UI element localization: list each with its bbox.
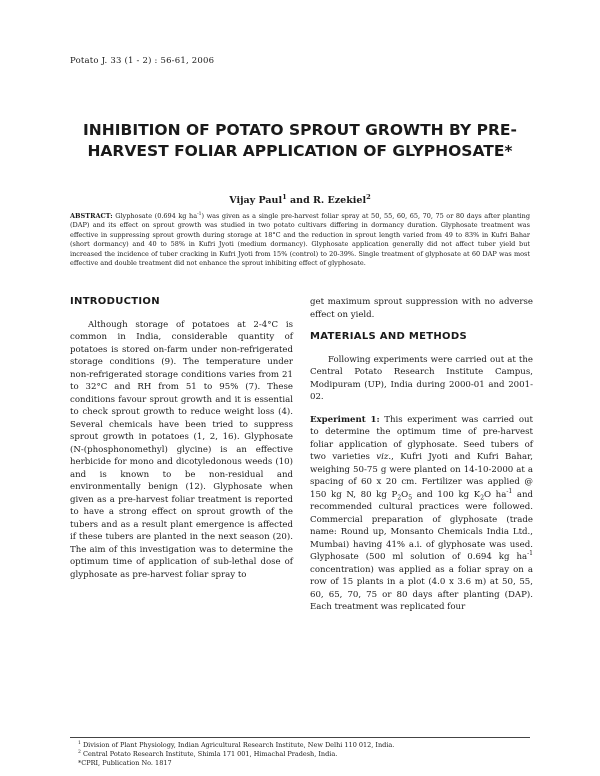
footnote	[78, 750, 528, 759]
right-column	[310, 296, 533, 614]
text-run: O	[401, 489, 409, 500]
introduction-continuation: get maximum sprout suppression with no adverse effect on yield.	[310, 297, 533, 320]
author-2-affil: 2	[366, 192, 371, 201]
footnote	[78, 741, 528, 750]
superscript: -1	[506, 487, 513, 495]
footnote-text: CPRI, Publication No. 1817	[81, 759, 172, 767]
abstract	[70, 212, 530, 268]
introduction-paragraph: Although storage of potatoes at 2-4°C is common in India, considerable quantity of potatoes is stored on-farm under non-refrigerated storage conditions (9). The temperature under non-refrigerated storage conditions varies from 21 to 32°C and RH from 51 to 95% (7). These conditions favour sprout growth and it is essential to check sprout growth to reduce weight loss (4). Several chemicals have been tried to suppress sprout growth in potatoes (1, 2, 16). Glyphosate (N-(phosphonomethyl) glycine) is an effective herbicide for mono and dicotyledonous weeds (10) and is known to be non-residual and environmentally benign (12). Glyphosate when given as a pre-harvest foliar treatment is reported to have a strong effect on sprout growth of the tubers and as a result plant emergence is affected if these tubers are planted in the next season (20). The aim of this investigation was to determine the optimum time of application of sub-lethal dose of glyphosate as pre-harvest foliar spray to	[70, 319, 293, 580]
author-2: R. Ezekiel	[313, 195, 367, 206]
abstract-sup: -1	[197, 211, 202, 217]
paper-title: INHIBITION OF POTATO SPROUT GROWTH BY PRE-HARVEST FOLIAR APPLICATION OF GLYPHOSATE*	[83, 121, 517, 160]
text-run: concentration) was applied as a foliar spray on a row of 15 plants in a plot (4.0 x 3.6 m) at 50, 55, 60, 65, 70, 75 or 80 days after planting (DAP). Each treatment was replicated four	[310, 564, 533, 612]
text-run: , Kufri Jyoti and Kufri Bahar, weighing 50-75 g were planted on 14-10-2000 at a spacing of 60 x 20 cm. Fertilizer was applied @ 150 kg N, 80 kg P	[310, 452, 533, 500]
text-run: viz.	[376, 452, 392, 462]
subscript: 2	[397, 494, 402, 502]
superscript: -1	[527, 550, 533, 558]
footnote-mark: 2	[78, 749, 81, 755]
footnote-text: Central Potato Research Institute, Shimla 171 001, Himachal Pradesh, India.	[80, 750, 338, 758]
abstract-text: Glyphosate (0.694 kg ha	[112, 212, 198, 220]
experiment-1-paragraph	[310, 414, 533, 614]
introduction-heading: INTRODUCTION	[70, 296, 160, 307]
author-1: Vijay Paul	[229, 195, 283, 206]
text-run: and 100 kg K	[412, 489, 481, 500]
footnote-divider	[70, 737, 530, 738]
footnote-mark: *	[78, 759, 82, 767]
text-run: This experiment was carried out to determine the optimum time of pre-harvest foliar application of glyphosate. Seed tubers of two varieties	[310, 414, 533, 462]
abstract-label: ABSTRACT:	[70, 212, 113, 220]
methods-paragraph: Following experiments were carried out at the Central Potato Research Institute Campus, Modipuram (UP), India during 2000-01 and 2001-02.	[310, 354, 533, 402]
subscript: 2	[480, 494, 485, 502]
journal-citation: Potato J. 33 (1 - 2) : 56-61, 2006	[70, 56, 215, 66]
author-line	[0, 192, 600, 206]
author-conjunction: and	[286, 195, 314, 206]
experiment-1-label: Experiment 1:	[310, 414, 380, 425]
footnote	[78, 759, 528, 768]
footnotes	[78, 741, 528, 768]
author-1-affil: 1	[282, 192, 287, 201]
left-column	[70, 296, 293, 581]
footnote-text: Division of Plant Physiology, Indian Agricultural Research Institute, New Delhi 110 012, India.	[80, 741, 395, 749]
abstract-text: ) was given as a single pre-harvest foliar spray at 50, 55, 60, 65, 70, 75 or 80 days after planting (DAP) and its effect on sprout growth was studied in two potato cultivars differing in dormancy duration. Glyphosate treatment was effective in suppressing sprout growth during storage at 18°C and the reduction in sprout length varied from 49 to 83% in Kufri Bahar (short dormancy) and 40 to 58% in Kufri Jyoti (medium dormancy). Glyphosate application generally did not affect tuber yield but increased the incidence of tuber cracking in Kufri Jyoti from 15% (control) to 20-39%. Single treatment of glyphosate at 60 DAP was most effective and double treatment did not enhance the sprout inhibiting effect of glyphosate.	[70, 212, 530, 268]
methods-heading: MATERIALS AND METHODS	[310, 331, 467, 342]
footnote-mark: 1	[78, 740, 81, 746]
subscript: 5	[408, 494, 413, 502]
text-run: O ha	[484, 489, 507, 500]
text-run: and recommended cultural practices were followed. Commercial preparation of glyphosate (trade name: Round up, Monsanto Chemicals India Ltd., Mumbai) having 41% a.i. of glyphosate was used. Glyphosate (500 ml solution of 0.694 kg ha	[310, 489, 533, 562]
